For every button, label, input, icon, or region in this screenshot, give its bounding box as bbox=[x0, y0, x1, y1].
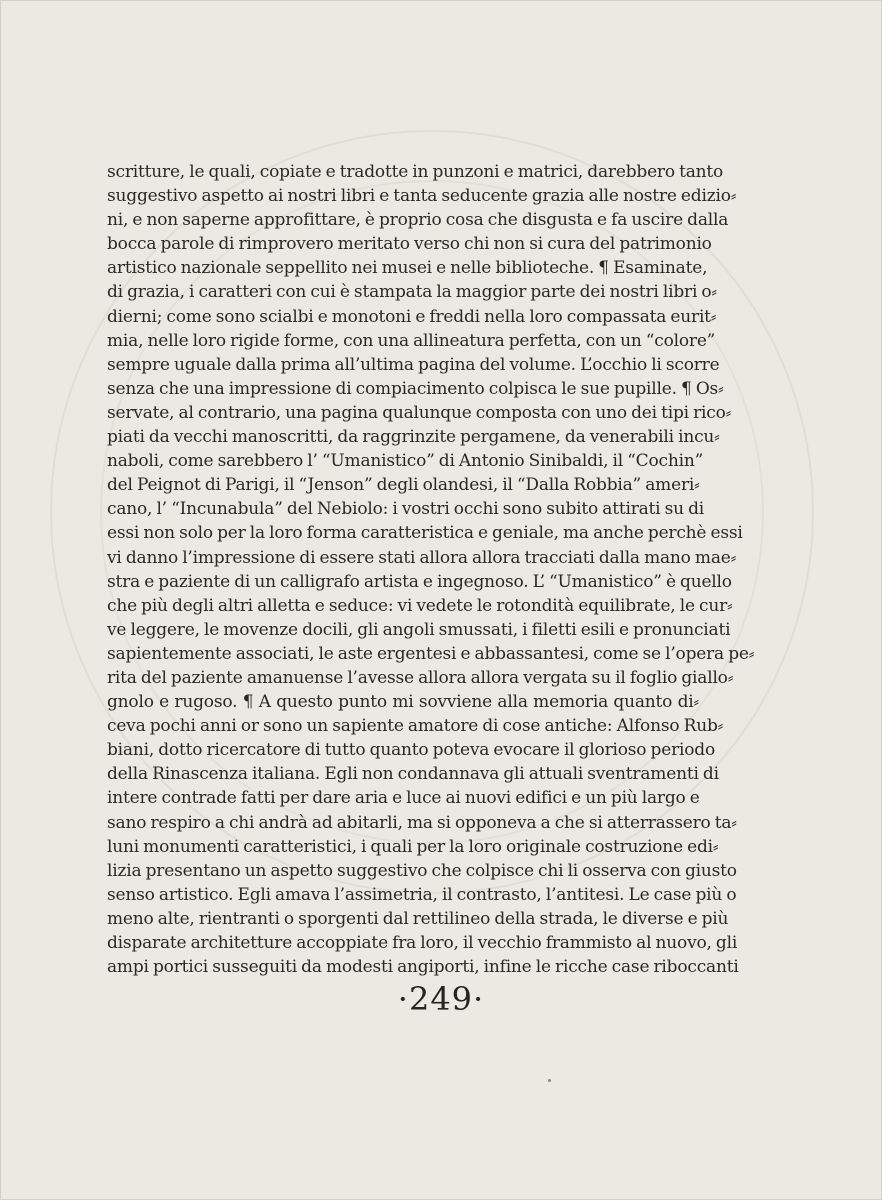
text-line: senso artistico. Egli amava l’assimetria, il contrasto, l’antitesi. Le case più o bbox=[107, 884, 737, 905]
text-line: piati da vecchi manoscritti, da raggrinzite pergamene, da venerabili incu⸗ bbox=[107, 427, 720, 448]
text-line: ampi portici susseguiti da modesti angiporti, infine le ricche case riboccanti bbox=[107, 957, 739, 978]
text-line: artistico nazionale seppellito nei musei e nelle biblioteche. ¶ Esaminate, bbox=[107, 258, 708, 279]
text-line: vi danno l’impressione di essere stati allora allora tracciati dalla mano mae⸗ bbox=[107, 547, 737, 568]
text-line: intere contrade fatti per dare aria e luce ai nuovi edifici e un più largo e bbox=[107, 788, 700, 809]
text-line: mia, nelle loro rigide forme, con una allineatura perfetta, con un “colore” bbox=[107, 330, 716, 351]
paper-speck bbox=[548, 1079, 551, 1082]
text-line: bocca parole di rimprovero meritato verso chi non si cura del patrimonio bbox=[107, 234, 712, 255]
text-line: disparate architetture accoppiate fra loro, il vecchio frammisto al nuovo, gli bbox=[107, 933, 738, 953]
text-line: essi non solo per la loro forma caratteristica e geniale, ma anche perchè essi bbox=[107, 523, 743, 544]
text-line: sapientemente associati, le aste ergentesi e abbassantesi, come se l’opera pe⸗ bbox=[107, 643, 755, 664]
text-line: di grazia, i caratteri con cui è stampata la maggior parte dei nostri libri o⸗ bbox=[107, 282, 717, 303]
text-line: scritture, le quali, copiate e tradotte in punzoni e matrici, darebbero tanto bbox=[107, 162, 724, 182]
text-line: meno alte, rientranti o sporgenti dal rettilineo della strada, le diverse e più bbox=[107, 908, 729, 929]
text-line: ve leggere, le movenze docili, gli angoli smussati, i filetti esili e pronunciati bbox=[107, 619, 731, 640]
text-line: del Peignot di Parigi, il “Jenson” degli olandesi, il “Dalla Robbia” ameri⸗ bbox=[107, 475, 700, 496]
text-line: luni monumenti caratteristici, i quali per la loro originale costruzione edi⸗ bbox=[107, 836, 719, 857]
text-line: lizia presentano un aspetto suggestivo che colpisce chi li osserva con giusto bbox=[107, 860, 737, 881]
text-line: ni, e non saperne approfittare, è proprio cosa che disgusta e fa uscire dalla bbox=[107, 210, 729, 231]
text-line: biani, dotto ricercatore di tutto quanto poteva evocare il glorioso periodo bbox=[107, 740, 715, 761]
text-line: sempre uguale dalla prima all’ultima pagina del volume. L’occhio li scorre bbox=[107, 354, 720, 375]
body-text bbox=[107, 160, 755, 979]
text-line: ceva pochi anni or sono un sapiente amatore di cose antiche: Alfonso Rub⸗ bbox=[107, 716, 724, 737]
text-line: della Rinascenza italiana. Egli non condannava gli attuali sventramenti di bbox=[107, 764, 719, 785]
text-line: gnolo e rugoso. ¶ A questo punto mi sovviene alla memoria quanto di⸗ bbox=[107, 692, 699, 713]
text-line: sano respiro a chi andrà ad abitarli, ma si opponeva a che si atterrassero ta⸗ bbox=[107, 812, 737, 833]
text-line: servate, al contrario, una pagina qualunque composta con uno dei tipi rico⸗ bbox=[107, 402, 732, 423]
text-line: rita del paziente amanuense l’avesse allora allora vergata su il foglio giallo⸗ bbox=[107, 667, 734, 688]
text-line: stra e paziente di un calligrafo artista e ingegnoso. L’ “Umanistico” è quello bbox=[107, 571, 732, 592]
text-line: dierni; come sono scialbi e monotoni e freddi nella loro compassata eurit⸗ bbox=[107, 306, 717, 327]
text-line: che più degli altri alletta e seduce: vi vedete le rotondità equilibrate, le cur⸗ bbox=[107, 595, 733, 616]
text-line: naboli, come sarebbero l’ “Umanistico” di Antonio Sinibaldi, il “Cochin” bbox=[107, 451, 704, 472]
text-line: senza che una impressione di compiacimento colpisca le sue pupille. ¶ Os⸗ bbox=[107, 378, 724, 399]
text-line: suggestivo aspetto ai nostri libri e tanta seducente grazia alle nostre edizio⸗ bbox=[107, 186, 737, 207]
page-number: ·249· bbox=[397, 980, 485, 1018]
text-line: cano, l’ “Incunabula” del Nebiolo: i vostri occhi sono subito attirati su di bbox=[107, 499, 705, 520]
